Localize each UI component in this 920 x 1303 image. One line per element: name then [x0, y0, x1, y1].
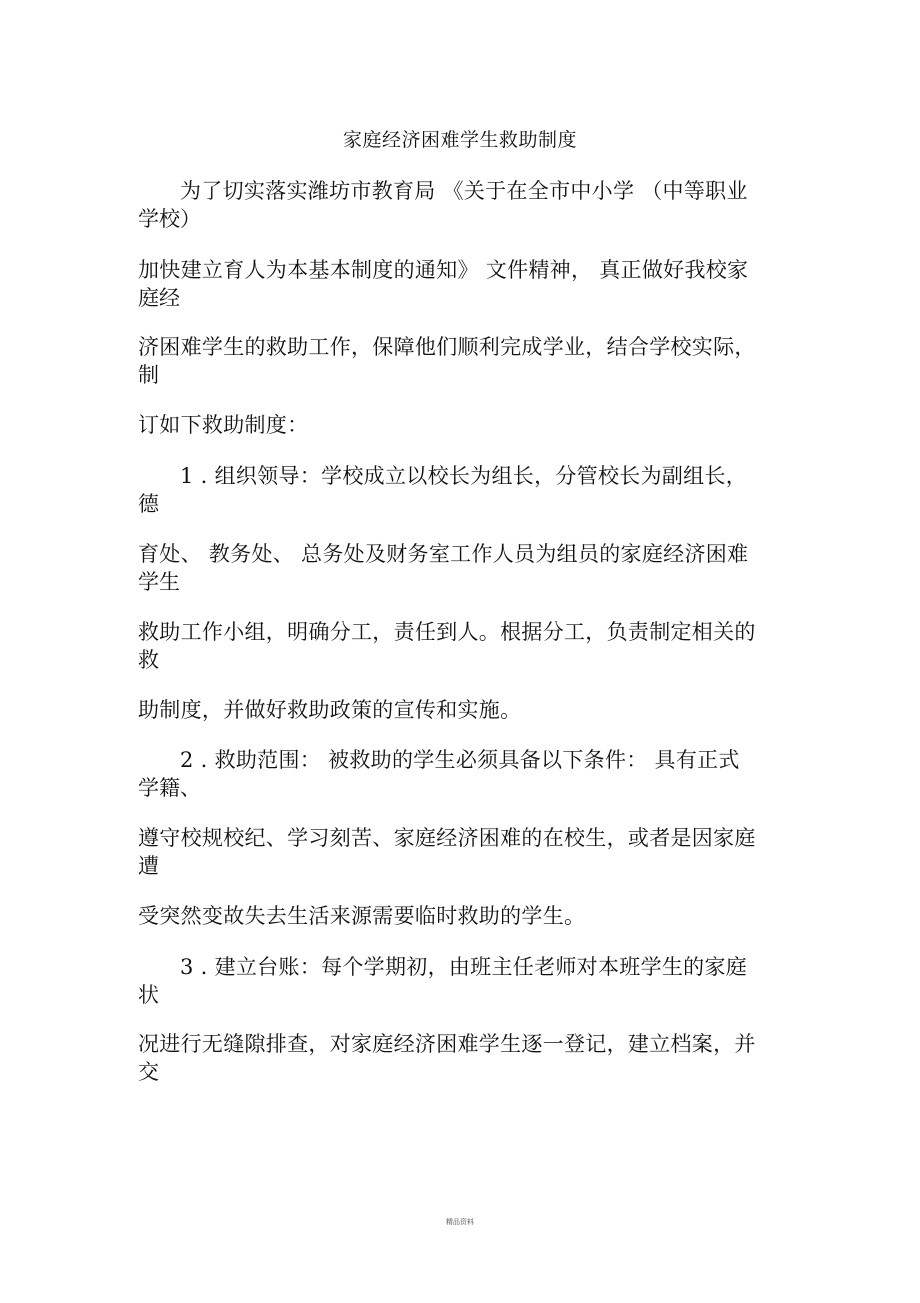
- document-title: 家庭经济困难学生救助制度: [342, 129, 577, 151]
- text-line-wrap: 状: [138, 983, 159, 1007]
- text-line: 加快建立育人为本基本制度的通知》 文件精神， 真正做好我校家: [138, 258, 749, 282]
- text-line-wrap: 交: [138, 1060, 159, 1084]
- text-line-wrap: 救: [138, 648, 159, 672]
- text-line-wrap: 德: [138, 492, 159, 516]
- text-line: 助制度，并做好救助政策的宣传和实施。: [138, 698, 522, 722]
- text-line: 况进行无缝隙排查，对家庭经济困难学生逐一登记，建立档案，并: [138, 1032, 756, 1056]
- text-line: 救助工作小组，明确分工，责任到人。根据分工，负责制定相关的: [138, 620, 756, 644]
- text-line-wrap: 制: [138, 363, 159, 387]
- text-line-wrap: 学校）: [138, 207, 201, 231]
- text-line-wrap: 学籍、: [138, 776, 201, 800]
- list-item-text: 3 . 建立台账：每个学期初，由班主任老师对本班学生的家庭: [180, 955, 748, 979]
- text-line: 遵守校规校纪、学习刻苦、家庭经济困难的在校生，或者是因家庭: [138, 826, 756, 850]
- text-line-wrap: 庭经: [138, 286, 180, 310]
- text-line: 育处、 教务处、 总务处及财务室工作人员为组员的家庭经济困难: [138, 542, 749, 566]
- text-line-wrap: 学生: [138, 570, 180, 594]
- text-line: 受突然变故失去生活来源需要临时救助的学生。: [138, 904, 586, 928]
- text-line-wrap: 遭: [138, 854, 159, 878]
- text-line: 济困难学生的救助工作，保障他们顺利完成学业，结合学校实际，: [138, 335, 756, 359]
- list-item-text: 2 . 救助范围： 被救助的学生必须具备以下条件： 具有正式: [180, 748, 740, 772]
- text-line: 订如下救助制度：: [138, 413, 309, 437]
- page-footer: 精品资料: [446, 1218, 474, 1226]
- list-item-text: 1 . 组织领导：学校成立以校长为组长，分管校长为副组长，: [180, 464, 748, 488]
- text-line: 为了切实落实潍坊市教育局 《关于在全市中小学 （中等职业: [180, 179, 748, 203]
